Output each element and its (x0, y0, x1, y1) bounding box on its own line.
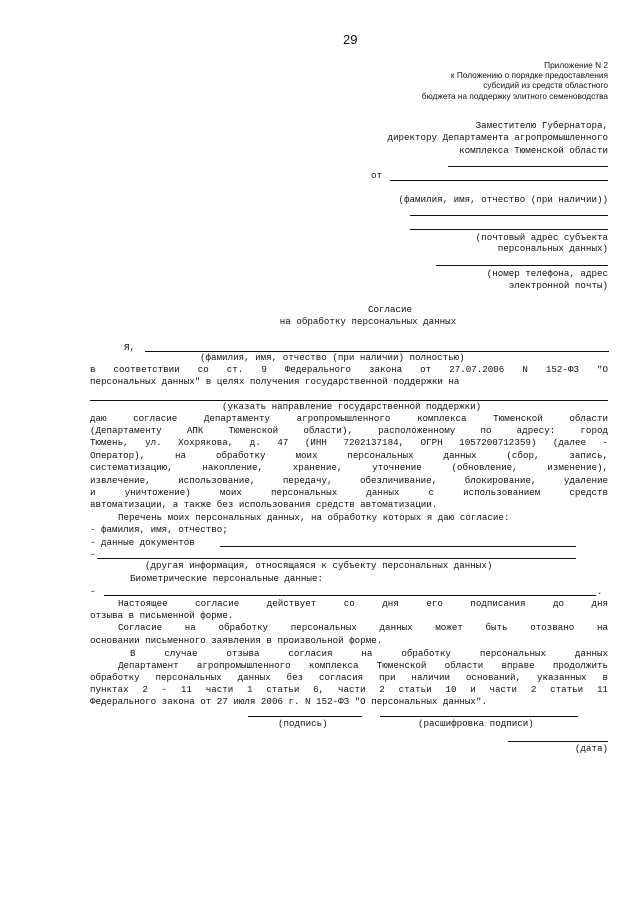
addressee-blank-line (448, 166, 608, 167)
p2-line-7: и уничтожение) моих персональных данных с использованием средств (90, 487, 608, 498)
from-fio-line (390, 180, 608, 181)
p1-line-1: в соответствии со ст. 9 Федерального закона от 27.07.2006 N 152-ФЗ "О (90, 364, 608, 375)
phone-hint-2: электронной почты) (508, 280, 608, 291)
title-line-1: Согласие (367, 304, 413, 315)
bio-dash: - (90, 586, 96, 597)
p4-line-1: Настоящее согласие действует со дня его подписания до дня (118, 598, 608, 609)
p2-line-5: систематизацию, накопление, хранение, уточнение (обновление, изменение), (90, 462, 608, 473)
signature-hint: (подпись) (278, 718, 328, 729)
p6-line-4: пунктах 2 - 11 части 1 статьи 6, части 2 статьи 10 и части 2 статьи 11 (90, 684, 608, 695)
addressee-line-1: Заместителю Губернатора, (475, 120, 608, 131)
p2-line-3: Тюмень, ул. Хохрякова, д. 47 (ИНН 7202137184, ОГРН 1057200712359) (далее - (90, 437, 608, 448)
postal-line-2 (410, 229, 608, 230)
other-info-line (97, 558, 576, 559)
appendix-line-4: бюджета на поддержку элитного семеноводства (421, 91, 608, 101)
p6-line-5: Федерального закона от 27 июля 2006 г. N 152-ФЗ "О персональных данных". (90, 696, 487, 707)
phone-hint-1: (номер телефона, адрес (486, 268, 608, 279)
bio-line (104, 595, 596, 596)
title-line-2: на обработку персональных данных (279, 316, 457, 327)
p3-line-1: Перечень моих персональных данных, на обработку которых я даю согласие: (118, 512, 510, 523)
p2-line-6: извлечение, использование, передачу, обезличивание, блокирование, удаление (90, 475, 608, 486)
list-item-2: - данные документов (90, 537, 195, 548)
p2-line-1: даю согласие Департаменту агропромышленного комплекса Тюменской области (90, 413, 608, 424)
p6-line-3: обработку персональных данных без согласия при наличии оснований, указанных в (90, 672, 608, 683)
list-item-1: - фамилия, имя, отчество; (90, 524, 228, 535)
list-item-3: - (90, 549, 96, 560)
p5-line-1: Согласие на обработку персональных данных может быть отозвано на (118, 622, 608, 633)
signature-decode-hint: (расшифровка подписи) (418, 718, 534, 729)
addressee-line-3: комплекса Тюменской области (459, 145, 608, 156)
documents-line (220, 546, 576, 547)
signature-decode-line (380, 716, 578, 717)
date-line (508, 741, 608, 742)
p6-line-1: В случае отзыва согласия на обработку персональных данных (130, 648, 608, 659)
p6-line-2: Департамент агропромышленного комплекса Тюменской области вправе продолжить (118, 660, 608, 671)
postal-hint-2: персональных данных) (497, 243, 608, 254)
postal-line-1 (410, 215, 608, 216)
signature-line (248, 716, 362, 717)
fio-full-hint: (фамилия, имя, отчество (при наличии) полностью) (200, 352, 465, 363)
addressee-line-2: директору Департамента агропромышленного (387, 132, 608, 143)
fio-hint: (фамилия, имя, отчество (при наличии)) (398, 194, 608, 205)
p2-line-2: (Департаменту АПК Тюменской области), расположенному по адресу: город (90, 425, 608, 436)
bio-end: . (597, 586, 603, 597)
p2-line-8: автоматизации, а также без использования средств автоматизации. (90, 499, 438, 510)
page-number: 29 (343, 32, 358, 47)
postal-hint-1: (почтовый адрес субъекта (475, 232, 608, 243)
appendix-line-2: к Положению о порядке предоставления (450, 70, 608, 80)
other-info-hint: (другая информация, относящаяся к субъекту персональных данных) (145, 560, 493, 571)
p1-line-2: персональных данных" в целях получения государственной поддержки на (90, 376, 460, 387)
appendix-line-3: субсидий из средств областного (483, 80, 608, 90)
support-hint: (указать направление государственной поддержки) (222, 401, 482, 412)
appendix-line-1: Приложение N 2 (544, 60, 608, 70)
i-label: Я, (124, 342, 136, 353)
phone-line (436, 265, 608, 266)
p5-line-2: основании письменного заявления в произвольной форме. (90, 635, 383, 646)
date-hint: (дата) (574, 743, 608, 754)
p4-line-2: отзыва в письменной форме. (90, 610, 234, 621)
bio-label: Биометрические персональные данные: (130, 573, 323, 584)
from-label: от (371, 170, 383, 181)
p2-line-4: Оператор), на обработку моих персональных данных (сбор, запись, (90, 450, 608, 461)
